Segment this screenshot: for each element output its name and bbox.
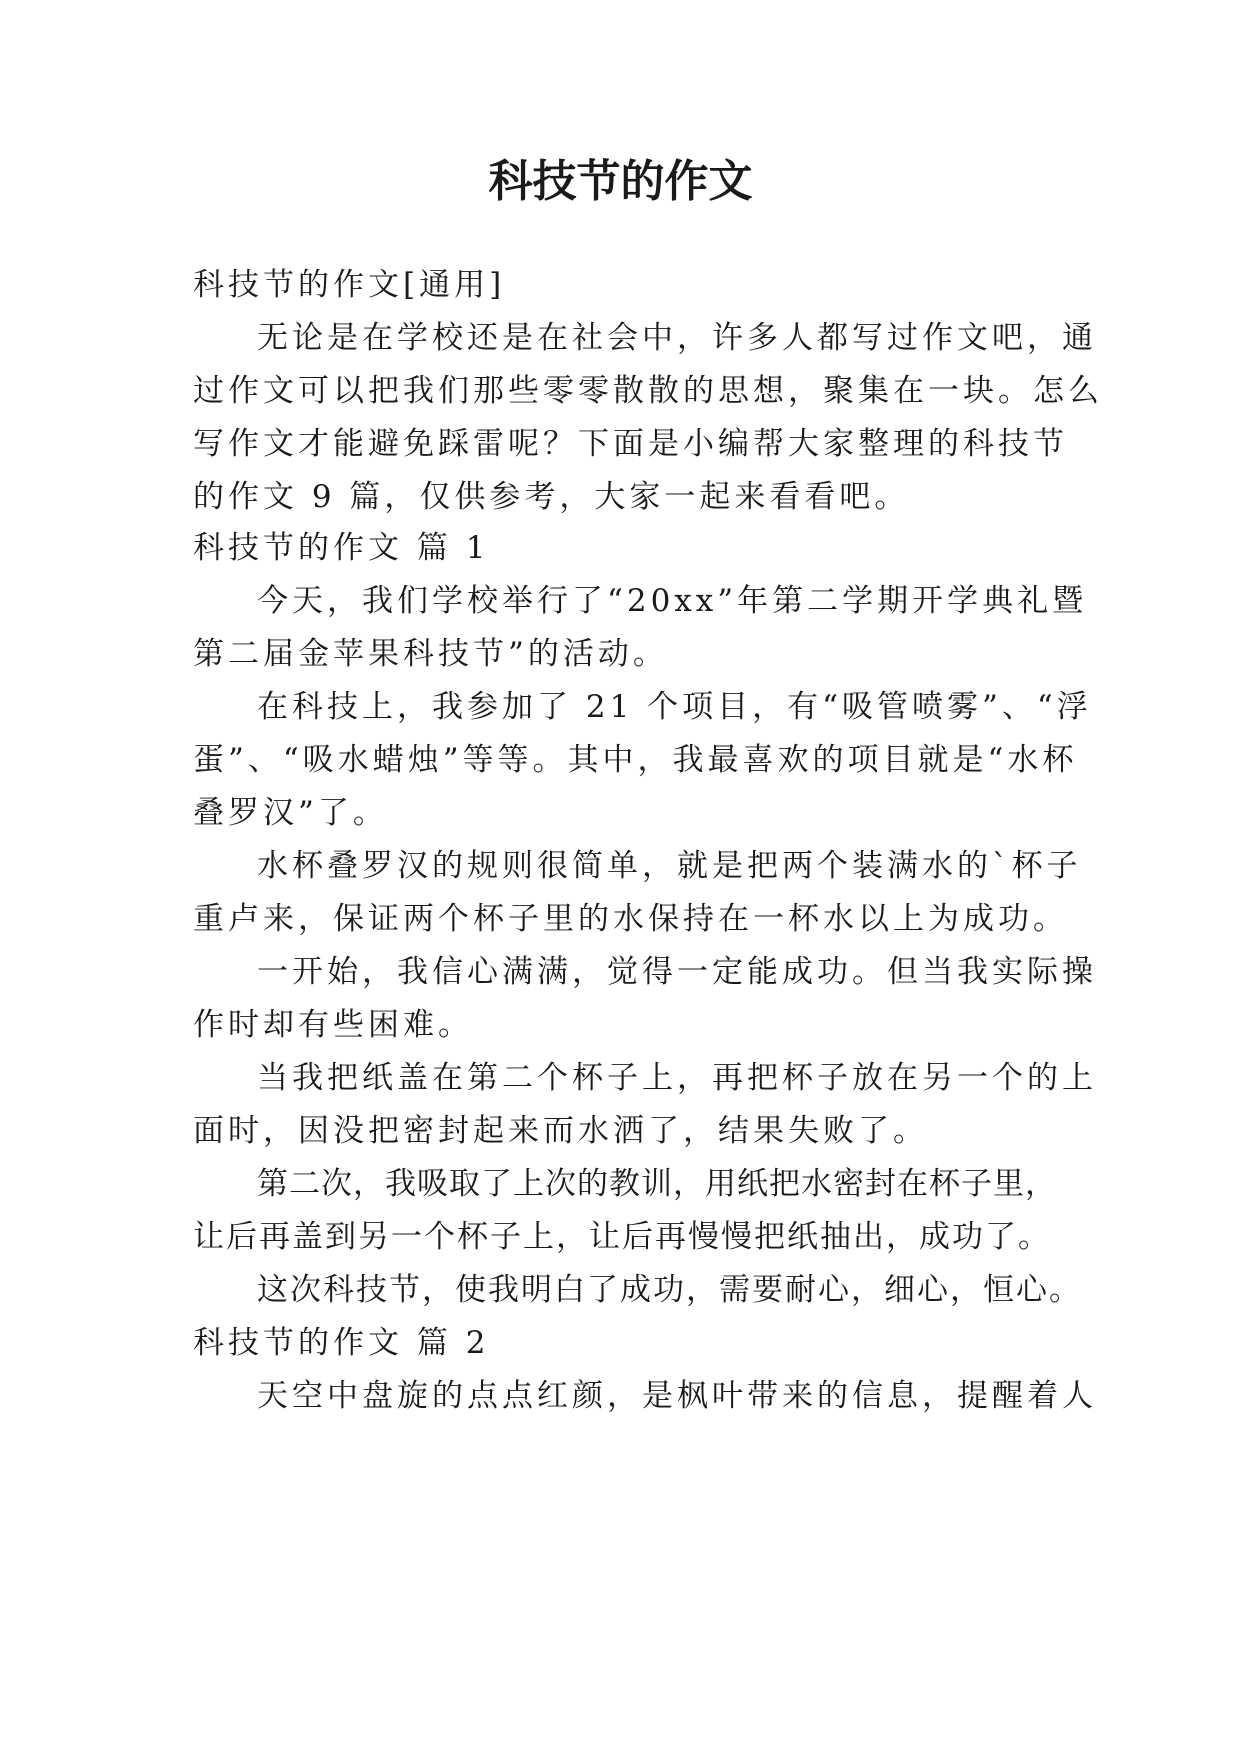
paragraph-line: 面时，因没把密封起来而水洒了，结果失败了。 <box>193 1113 928 1149</box>
section-heading: 科技节的作文 篇 1 <box>193 530 490 566</box>
paragraph-line: 这次科技节，使我明白了成功，需要耐心，细心，恒心。 <box>257 1272 1082 1308</box>
paragraph-line: 在科技上，我参加了 21 个项目，有“吸管喷雾”、“浮 <box>257 689 1092 725</box>
paragraph-line: 写作文才能避免踩雷呢？下面是小编帮大家整理的科技节 <box>193 426 1068 462</box>
paragraph-line: 天空中盘旋的点点红颜，是枫叶带来的信息，提醒着人 <box>257 1378 1097 1414</box>
paragraph-line: 让后再盖到另一个杯子上，让后再慢慢把纸抽出，成功了。 <box>193 1219 1051 1255</box>
paragraph-line: 当我把纸盖在第二个杯子上，再把杯子放在另一个的上 <box>257 1060 1097 1096</box>
paragraph-line: 过作文可以把我们那些零零散散的思想，聚集在一块。怎么 <box>193 373 1103 409</box>
paragraph-line: 叠罗汉”了。 <box>193 795 388 831</box>
paragraph-line: 今天，我们学校举行了“20xx”年第二学期开学典礼暨 <box>257 583 1088 619</box>
section-heading: 科技节的作文 篇 2 <box>193 1325 490 1361</box>
paragraph-line: 第二届金苹果科技节”的活动。 <box>193 636 668 672</box>
subtitle-line: 科技节的作文[通用] <box>193 267 506 303</box>
paragraph-line: 无论是在学校还是在社会中，许多人都写过作文吧，通 <box>257 320 1097 356</box>
paragraph-line: 一开始，我信心满满，觉得一定能成功。但当我实际操 <box>257 954 1097 990</box>
paragraph-line: 重卢来，保证两个杯子里的水保持在一杯水以上为成功。 <box>193 901 1068 937</box>
document-title: 科技节的作文 <box>488 156 753 207</box>
paragraph-line: 的作文 9 篇，仅供参考，大家一起来看看吧。 <box>193 479 910 515</box>
paragraph-line: 第二次，我吸取了上次的教训，用纸把水密封在杯子里， <box>257 1166 1057 1202</box>
paragraph-line: 蛋”、“吸水蜡烛”等等。其中，我最喜欢的项目就是“水杯 <box>193 742 1078 778</box>
paragraph-line: 作时却有些困难。 <box>193 1007 473 1043</box>
paragraph-line: 水杯叠罗汉的规则很简单，就是把两个装满水的`杯子 <box>257 848 1082 884</box>
